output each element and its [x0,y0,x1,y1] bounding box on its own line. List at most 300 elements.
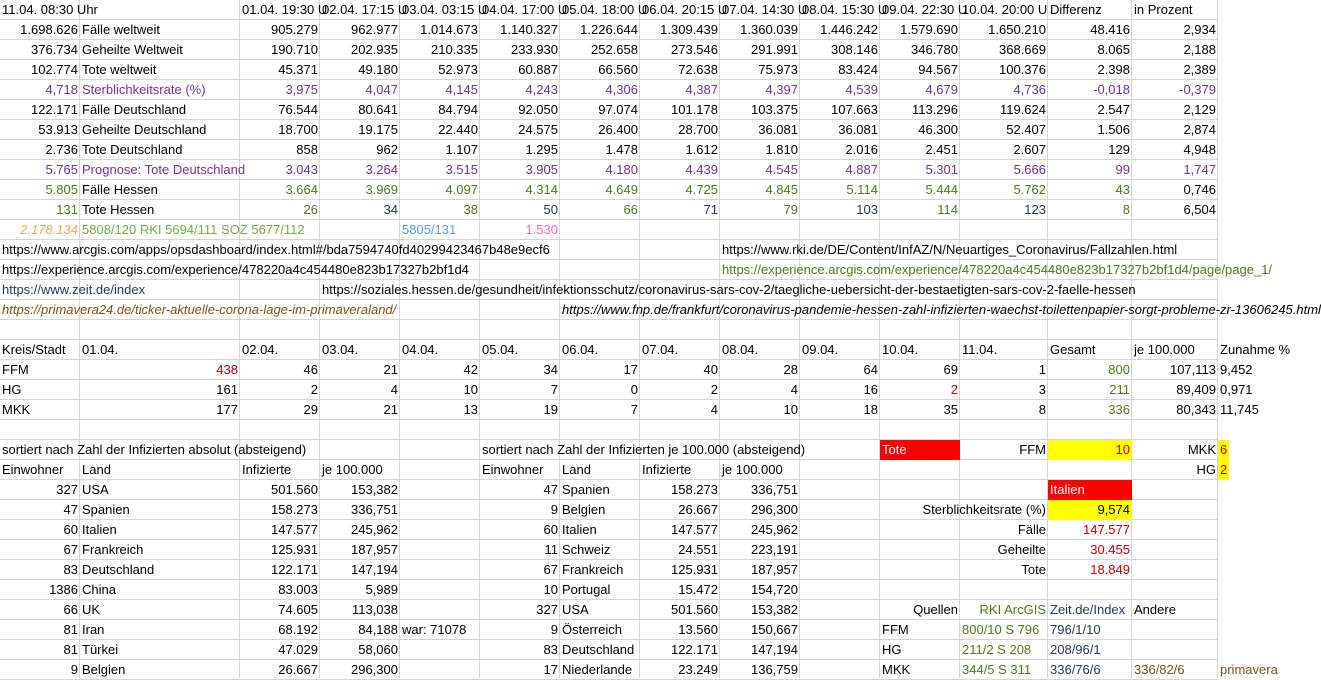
abs-einwohner: 60 [63,522,78,537]
abs-je: 5,989 [365,582,398,597]
stat-value: 1.360.039 [740,22,798,37]
stat-value: 2.451 [925,142,958,157]
rel-je: 336,751 [751,482,798,497]
rel-je: 187,957 [751,562,798,577]
stat-diff: 129 [1108,142,1130,157]
stat-value: 4.845 [765,182,798,197]
abs-je: 245,962 [351,522,398,537]
kreis-value: 35 [943,402,958,417]
kreis-value: 177 [216,402,238,417]
stat-value: 84.794 [438,102,478,117]
stat-value: 1.478 [605,142,638,157]
stat-value: 4.887 [845,162,878,177]
italien-faelle-value: 147.577 [1083,522,1130,537]
abs-einwohner: 47 [63,502,78,517]
quellen-zeit: 208/96/1 [1050,642,1101,657]
rel-land: Spanien [562,482,610,497]
kreis-value: 42 [463,362,478,377]
kreis-header-cell: 06.04. [562,342,599,357]
link-primavera[interactable]: https://primavera24.de/ticker-aktuelle-corona-lage-im-primaveraland/ [2,302,397,317]
stat-value: 5.114 [846,182,878,197]
header-cell: 11.04. 08:30 Uhr [2,2,98,17]
stat-diff: 2.398 [1097,62,1130,77]
stat-value: 26 [303,202,318,217]
kreis-value: 21 [383,402,398,417]
kreis-gesamt: 336 [1108,402,1130,417]
stat-value: 36.081 [838,122,878,137]
tote-mkk-value: 6 [1218,440,1229,460]
italien-geheilte-label: Geheilte [997,542,1046,557]
rel-einwohner: 327 [536,602,558,617]
abs-einwohner: 66 [63,602,78,617]
stat-value: 46.300 [918,122,958,137]
kreis-header-cell: 09.04. [802,342,839,357]
stat-value: 1.612 [685,142,718,157]
kreis-header-cell: je 100.000 [1134,342,1195,357]
stat-value: 233.930 [511,42,558,57]
kreis-header-cell: 10.04. [882,342,919,357]
rel-einwohner: 9 [550,622,558,637]
stat-value: 962.977 [351,22,398,37]
kreis-header-cell: 04.04. [402,342,439,357]
rel-einwohner: 10 [543,582,558,597]
rel-je: 147,194 [751,642,798,657]
stat-label: Geheilte Weltweit [82,42,183,57]
header-cell: 05.04. 18:00 U [562,2,648,17]
rel-land: Österreich [562,622,622,637]
stat-pct: -0,379 [1179,82,1216,97]
stat-value: 1.650.210 [988,22,1046,37]
stat-value: 5.762 [1013,182,1046,197]
rel-land: Portugal [562,582,611,597]
stat-label: Fälle Deutschland [82,102,187,117]
stat-value: 45.371 [278,62,318,77]
abs-je: 84,188 [358,622,398,637]
stat-value: 1.309.439 [660,22,718,37]
kreis-header-cell: 02.04. [242,342,279,357]
stat-value: 4,679 [925,82,958,97]
kreis-value: 2 [950,382,958,397]
rel-land: Niederlande [562,662,633,677]
stat-value: 3.664 [285,182,318,197]
stat-value: 4,243 [525,82,558,97]
kreis-zunahme: 11,745 [1220,402,1259,417]
link-arcgis-page[interactable]: https://experience.arcgis.com/experience/478220a4c454480e823b17327b2bf1d4/page/page_1/ [722,262,1273,277]
stat-pct: 4,948 [1183,142,1216,157]
kreis-je: 80,343 [1176,402,1216,417]
abs-je: 58,060 [358,642,398,657]
italien-rate-value: 9,574 [1048,500,1132,520]
kreis-je: 107,113 [1169,362,1216,377]
header-cell: 04.04. 17:00 U [482,2,568,17]
kreis-header-cell: Zunahme % [1220,342,1291,357]
abs-header-cell: je 100.000 [322,462,383,477]
abs-je: 113,038 [351,602,398,617]
rel-infizierte: 24.551 [678,542,718,557]
kreis-value: 18 [863,402,878,417]
stat-value: 123 [1024,202,1046,217]
kreis-header-cell: Gesamt [1050,342,1096,357]
abs-je: 296,300 [351,662,398,677]
quellen-header-cell: Zeit.de/Index [1050,602,1126,617]
abs-einwohner: 81 [63,622,78,637]
rel-je: 153,382 [751,602,798,617]
rel-header-cell: Infizierte [642,462,692,477]
stat-value: 4.649 [605,182,638,197]
stat-value: 22.440 [438,122,478,137]
stat-value: 71 [703,202,718,217]
stat-label: Geheilte Deutschland [82,122,207,137]
stat-label: Prognose: Tote Deutschland [82,162,246,177]
stat-value: 368.669 [999,42,1046,57]
quellen-extra: primavera [1220,662,1278,677]
quellen-rki: 211/2 S 208 [962,642,1032,657]
quellen-header-cell: RKI ArcGIS [979,602,1046,617]
rel-je: 245,962 [751,522,798,537]
stat-value: 190.710 [271,42,318,57]
abs-einwohner: 9 [70,662,78,677]
abs-infizierte: 26.667 [278,662,318,677]
stat-current: 5.805 [45,182,78,197]
rel-land: USA [562,602,589,617]
header-cell: 01.04. 19:30 U [242,2,328,17]
kreis-value: 8 [1038,402,1046,417]
kreis-value: 16 [863,382,878,397]
stat-value: 103.375 [751,102,798,117]
kreis-value: 4 [790,382,798,397]
stat-value: 76.544 [278,102,318,117]
rel-header-cell: Land [562,462,591,477]
stat-pct: 1,747 [1183,162,1216,177]
stat-value: 273.546 [671,42,718,57]
stat-value: 83.424 [838,62,878,77]
abs-einwohner: 327 [56,482,78,497]
rel-einwohner: 60 [543,522,558,537]
stat-value: 4,145 [445,82,478,97]
abs-infizierte: 125.931 [271,542,318,557]
header-cell: 10.04. 20:00 U [962,2,1048,17]
rel-einwohner: 11 [544,542,558,557]
note-forecast: 1.530 [525,222,558,237]
abs-land: China [82,582,116,597]
stat-diff: -0,018 [1093,82,1130,97]
tote-hg-label: HG [1196,462,1216,477]
quellen-andere [1132,640,1218,660]
italien-geheilte-value: 30.455 [1090,542,1130,557]
stat-value: 4.314 [525,182,558,197]
abs-note: war: 71078 [402,622,467,637]
abs-infizierte: 147.577 [271,522,318,537]
abs-land: Belgien [82,662,126,677]
abs-header-cell: Einwohner [2,462,64,477]
link-fnp[interactable]: https://www.fnp.de/frankfurt/coronavirus-pandemie-hessen-zahl-infizierten-waechst-toilettenpapier-sorgt-probleme-zr-13606245.html [562,302,1321,317]
kreis-value: 40 [703,362,718,377]
stat-pct: 6,504 [1183,202,1216,217]
quellen-extra [1218,640,1222,660]
quellen-extra [1218,620,1222,640]
stat-value: 100.376 [999,62,1046,77]
stat-value: 4,736 [1013,82,1046,97]
kreis-header-cell: 08.04. [722,342,759,357]
stat-value: 1.446.242 [820,22,878,37]
stat-current: 53.913 [38,122,78,137]
rel-infizierte: 122.171 [671,642,718,657]
quellen-rki: 344/5 S 311 [962,662,1032,677]
rel-header-cell: je 100.000 [722,462,783,477]
stat-value: 4.180 [605,162,638,177]
quellen-andere [1132,620,1218,640]
header-cell: 06.04. 20:15 U [642,2,728,17]
stat-pct: 2,129 [1183,102,1216,117]
abs-je: 187,957 [351,542,398,557]
abs-land: UK [82,602,101,617]
quellen-header-cell: Andere [1134,602,1176,617]
stat-label: Tote Hessen [82,202,155,217]
stat-label: Tote Deutschland [82,142,183,157]
quellen-zeit: 336/76/6 [1050,662,1101,677]
stat-value: 26.400 [598,122,638,137]
stat-value: 103 [856,202,878,217]
abs-header-cell: Infizierte [242,462,292,477]
rel-je: 223,191 [751,542,798,557]
stat-value: 202.935 [351,42,398,57]
rel-land: Frankreich [562,562,624,577]
stat-value: 52.407 [1006,122,1046,137]
stat-diff: 99 [1115,162,1130,177]
abs-infizierte: 47.029 [278,642,318,657]
stat-value: 2.016 [845,142,878,157]
tote-hg-value: 2 [1218,460,1229,480]
stat-current: 1.698.626 [20,22,78,37]
kreis-value: 19 [543,402,558,417]
quellen-zeit: 796/1/10 [1050,622,1101,637]
stat-value: 252.658 [591,42,638,57]
link-arcgis-dashboard[interactable]: https://www.arcgis.com/apps/opsdashboard/index.html#/bda7594740fd40299423467b48e9ecf6 [2,242,550,257]
rel-title: sortiert nach Zahl der Infizierten je 100.000 (absteigend) [482,442,806,457]
header-cell: 02.04. 17:15 U [322,2,408,17]
stat-value: 50 [543,202,558,217]
rel-je: 150,667 [751,622,798,637]
rel-infizierte: 501.560 [671,602,718,617]
tote-ffm-value: 10 [1048,440,1132,460]
stat-value: 3.905 [525,162,558,177]
quellen-kreis: MKK [882,662,911,677]
kreis-je: 89,409 [1176,382,1216,397]
stat-diff: 2.547 [1097,102,1130,117]
rel-einwohner: 83 [543,642,558,657]
link-hessen[interactable]: https://soziales.hessen.de/gesundheit/infektionsschutz/coronavirus-sars-cov-2/taegliche-uebersicht-der-bestaetigten-sars-cov-2-faelle-hessen [322,282,1136,297]
kreis-value: 0 [630,382,638,397]
abs-je: 336,751 [351,502,398,517]
stat-value: 36.081 [758,122,798,137]
stat-value: 346.780 [911,42,958,57]
stat-current: 2.736 [45,142,78,157]
stat-value: 60.887 [518,62,558,77]
abs-infizierte: 501.560 [271,482,318,497]
rel-land: Italien [562,522,597,537]
kreis-name: MKK [2,402,31,417]
kreis-gesamt: 800 [1108,362,1130,377]
rel-land: Schweiz [562,542,611,557]
stat-current: 102.774 [31,62,78,77]
rel-land: Deutschland [562,642,635,657]
header-cell: 07.04. 14:30 U [722,2,808,17]
kreis-gesamt: 211 [1109,382,1130,397]
note-total: 2.178.134 [20,222,78,237]
abs-einwohner: 81 [63,642,78,657]
stat-value: 291.991 [751,42,798,57]
abs-title: sortiert nach Zahl der Infizierten absolut (absteigend) [2,442,307,457]
stat-value: 18.700 [278,122,318,137]
stat-value: 5.444 [925,182,958,197]
rel-infizierte: 147.577 [671,522,718,537]
kreis-value: 10 [463,382,478,397]
stat-label: Sterblichkeitsrate (%) [82,82,206,97]
rel-je: 296,300 [751,502,798,517]
stat-value: 4,306 [605,82,638,97]
stat-value: 1.140.327 [500,22,558,37]
stat-current: 122.171 [31,102,78,117]
stat-pct: 2,874 [1183,122,1216,137]
stat-label: Tote weltweit [82,62,157,77]
kreis-value: 13 [463,402,478,417]
abs-einwohner: 83 [63,562,78,577]
stat-label: Fälle Hessen [82,182,158,197]
stat-value: 4.545 [765,162,798,177]
kreis-value: 2 [710,382,718,397]
stat-pct: 2,934 [1183,22,1216,37]
stat-value: 4,397 [765,82,798,97]
rel-land: Belgien [562,502,606,517]
stat-value: 79 [783,202,798,217]
stat-diff: 43 [1115,182,1130,197]
abs-infizierte: 83.003 [278,582,318,597]
stat-value: 97.074 [598,102,638,117]
stat-value: 3.264 [365,162,398,177]
rel-infizierte: 15.472 [678,582,718,597]
stat-value: 80.641 [358,102,398,117]
stat-value: 101.178 [671,102,718,117]
kreis-value: 1 [1038,362,1046,377]
kreis-value: 7 [550,382,558,397]
rel-einwohner: 9 [550,502,558,517]
kreis-value: 69 [943,362,958,377]
stat-diff: 1.506 [1097,122,1130,137]
kreis-zunahme: 9,452 [1220,362,1253,377]
abs-je: 153,382 [351,482,398,497]
rel-infizierte: 23.249 [678,662,718,677]
tote-ffm-label: FFM [1019,442,1046,457]
rel-infizierte: 158.273 [671,482,718,497]
abs-infizierte: 68.192 [278,622,318,637]
kreis-value: 29 [303,402,318,417]
stat-value: 1.014.673 [420,22,478,37]
stat-value: 4.097 [445,182,478,197]
kreis-header-cell: 07.04. [642,342,679,357]
stat-value: 72.638 [678,62,718,77]
tote-mkk-label: MKK [1187,442,1216,457]
abs-einwohner: 1386 [49,582,78,597]
stat-current: 5.765 [45,162,78,177]
stat-value: 4,387 [685,82,718,97]
kreis-value: 3 [1038,382,1046,397]
kreis-zunahme: 0,971 [1220,382,1253,397]
stat-value: 113.296 [911,102,958,117]
abs-land: Italien [82,522,117,537]
stat-diff: 8.065 [1097,42,1130,57]
rel-einwohner: 47 [543,482,558,497]
stat-current: 376.734 [31,42,78,57]
kreis-value: 438 [216,362,238,377]
kreis-value: 34 [543,362,558,377]
kreis-value: 2 [310,382,318,397]
stat-value: 5.301 [925,162,958,177]
link-zeit[interactable]: https://www.zeit.de/index [2,282,146,297]
stat-value: 49.180 [358,62,398,77]
stat-value: 1.107 [445,142,478,157]
stat-value: 4.439 [685,162,718,177]
stat-value: 24.575 [518,122,558,137]
quellen-kreis: FFM [882,622,909,637]
quellen-header-cell: Quellen [913,602,958,617]
stat-value: 1.810 [765,142,798,157]
italien-faelle-label: Fälle [1017,522,1046,537]
stat-value: 107.663 [831,102,878,117]
abs-infizierte: 122.171 [271,562,318,577]
stat-value: 3.515 [445,162,478,177]
rel-einwohner: 17 [543,662,558,677]
kreis-value: 7 [630,402,638,417]
quellen-kreis: HG [882,642,902,657]
kreis-value: 46 [303,362,318,377]
stat-value: 905.279 [271,22,318,37]
rel-infizierte: 13.560 [678,622,718,637]
stat-value: 28.700 [678,122,718,137]
kreis-value: 4 [710,402,718,417]
stat-value: 52.973 [438,62,478,77]
tote-title: Tote [880,440,960,460]
kreis-value: 28 [783,362,798,377]
link-rki[interactable]: https://www.rki.de/DE/Content/InfAZ/N/Neuartiges_Coronavirus/Fallzahlen.html [722,242,1178,257]
rel-infizierte: 26.667 [678,502,718,517]
italien-tote-label: Tote [1021,562,1046,577]
stat-value: 75.973 [758,62,798,77]
abs-land: Frankreich [82,542,144,557]
stat-value: 34 [383,202,398,217]
abs-land: Deutschland [82,562,155,577]
abs-infizierte: 158.273 [271,502,318,517]
stat-value: 66 [623,202,638,217]
stat-value: 38 [463,202,478,217]
abs-land: Türkei [82,642,119,657]
stat-diff: 48.416 [1090,22,1130,37]
kreis-header-cell: Kreis/Stadt [2,342,66,357]
link-arcgis-experience[interactable]: https://experience.arcgis.com/experience/478220a4c454480e823b17327b2bf1d4 [2,262,469,277]
stat-value: 210.335 [431,42,478,57]
stat-value: 3,975 [285,82,318,97]
stat-value: 4,047 [365,82,398,97]
header-cell: 09.04. 22:30 U [882,2,968,17]
stat-value: 1.579.690 [900,22,958,37]
stat-pct: 0,746 [1183,182,1216,197]
stat-value: 4,539 [845,82,878,97]
stat-value: 114 [937,202,958,217]
stat-value: 308.146 [831,42,878,57]
header-cell: 03.04. 03:15 U [402,2,488,17]
stat-value: 94.567 [918,62,958,77]
abs-einwohner: 67 [63,542,78,557]
kreis-value: 64 [863,362,878,377]
